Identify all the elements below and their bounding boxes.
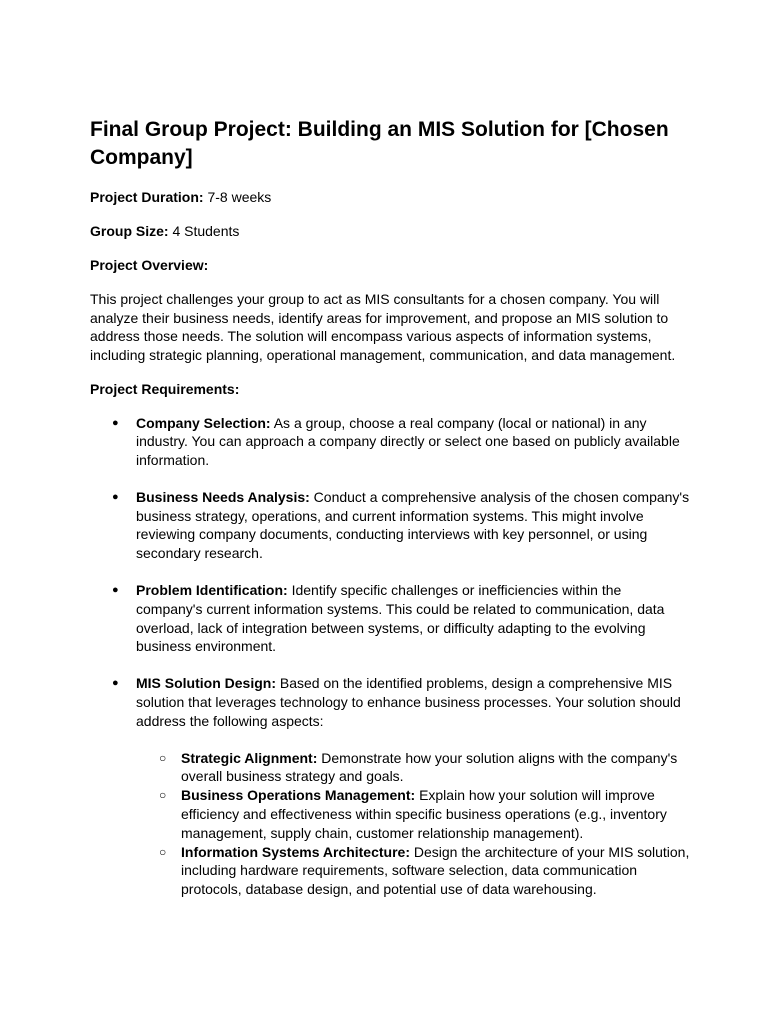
bullet-icon: ● [112,416,119,429]
requirement-item-problem-identification [90,581,690,656]
aspect-text: Explain how your solution will improve efficiency and effectiveness within specific business operations (e.g., inventory management, supply chain, customer relationship management). [181,787,667,841]
project-duration-label: Project Duration: [90,189,204,205]
aspect-item-information-systems-architecture [136,843,690,899]
bullet-icon: ● [112,490,119,503]
requirement-item-company-selection [90,414,690,470]
hollow-bullet-icon: ○ [159,844,167,859]
project-duration [90,188,690,207]
requirement-label: Business Needs Analysis: [136,488,310,505]
hollow-bullet-icon: ○ [159,750,167,765]
group-size-label: Group Size: [90,223,169,239]
document-page [90,116,690,917]
aspect-text: Design the architecture of your MIS solution, including hardware requirements, software selection, data communication protocols, database design, and potential use of data warehousing. [181,843,690,898]
project-requirements-heading [90,380,690,399]
requirements-list [90,414,690,900]
bullet-icon: ● [112,584,119,597]
requirement-text: Identify specific challenges or inefficiencies within the company's current information systems. This could be related to communication, data overload, lack of integration between systems, or difficulty adapting to the evolving business environment. [136,582,665,655]
aspect-item-business-operations-management [136,786,690,842]
project-requirements-heading-text: Project Requirements: [90,380,240,397]
requirement-text: Conduct a comprehensive analysis of the chosen company's business strategy, operations, and current information systems. This might involve reviewing company documents, conducting interviews with key personnel, or using secondary research. [136,488,690,562]
page-title: Final Group Project: Building an MIS Solution for [Chosen Company] [90,118,669,169]
aspect-label: Strategic Alignment: [181,749,318,766]
aspect-text: Demonstrate how your solution aligns with the company's overall business strategy and goals. [181,749,678,785]
requirement-item-business-needs-analysis [90,488,690,563]
group-size [90,222,690,241]
project-duration-value: 7-8 weeks [207,189,272,205]
hollow-bullet-icon: ○ [159,788,167,803]
requirement-label: Problem Identification: [136,582,288,599]
requirement-label: Company Selection: [136,414,271,431]
solution-aspects-list [136,749,690,899]
group-size-value: 4 Students [172,223,240,239]
aspect-label: Information Systems Architecture: [181,843,410,860]
project-overview-text: This project challenges your group to act as MIS consultants for a chosen company. You will analyze their business needs, identify areas for improvement, and propose an MIS solution to address those needs. The solution will encompass various aspects of information systems, including strategic planning, operational management, communication, and data management. [90,291,676,363]
requirement-text: As a group, choose a real company (local or national) in any industry. You can approach a company directly or select one based on publicly available information. [136,414,680,469]
requirement-label: MIS Solution Design: [136,675,276,692]
bullet-icon: ● [112,677,119,690]
aspect-item-strategic-alignment [136,749,690,787]
aspect-label: Business Operations Management: [181,787,416,804]
project-overview-heading-text: Project Overview: [90,257,209,273]
requirement-item-mis-solution-design [90,674,690,899]
project-overview-heading [90,256,690,275]
requirement-text: Based on the identified problems, design a comprehensive MIS solution that leverages technology to enhance business processes. Your solution should address the following aspects: [136,675,681,729]
